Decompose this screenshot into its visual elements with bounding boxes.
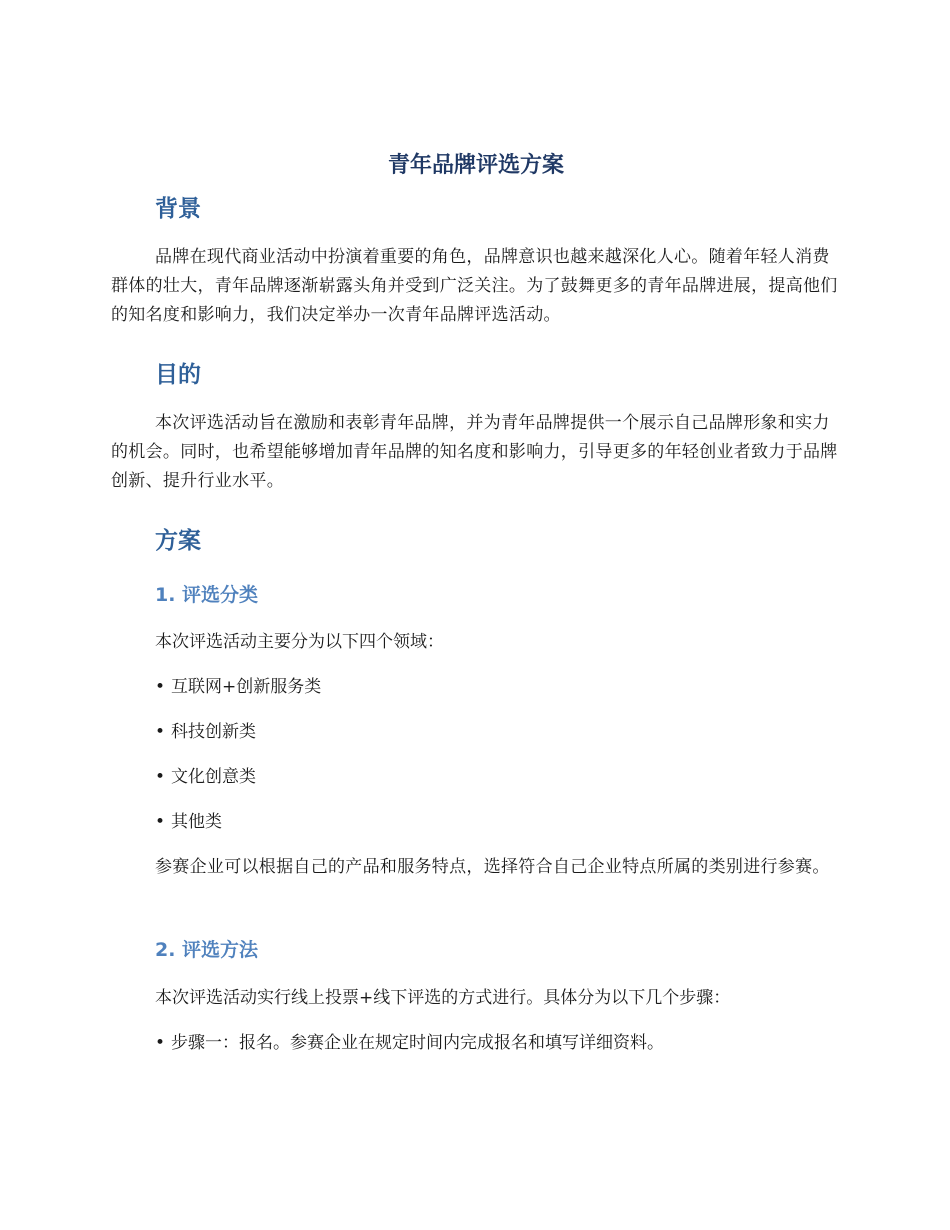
background-paragraph: 品牌在现代商业活动中扮演着重要的角色，品牌意识也越来越深化人心。随着年轻人消费群体的壮大，青年品牌逐渐崭露头角并受到广泛关注。为了鼓舞更多的青年品牌进展，提高他们的知名度和影响力，我们决定举办一次青年品牌评选活动。	[111, 247, 838, 325]
list-item-text: 互联网+创新服务类	[171, 677, 322, 697]
list-item	[155, 720, 256, 744]
document-title: 青年品牌评选方案	[387, 153, 564, 178]
list-item	[155, 675, 321, 699]
bullet-marker: •	[155, 1033, 166, 1053]
subsection-heading-method: 2. 评选方法	[155, 939, 259, 961]
subsection-heading-categories: 1. 评选分类	[155, 584, 259, 606]
bullet-marker: •	[155, 722, 166, 742]
list-item-text: 文化创意类	[171, 767, 257, 787]
purpose-paragraph: 本次评选活动旨在激励和表彰青年品牌，并为青年品牌提供一个展示自己品牌形象和实力的机会。同时，也希望能够增加青年品牌的知名度和影响力，引导更多的年轻创业者致力于品牌创新、提升行业水平。	[111, 413, 838, 491]
bullet-marker: •	[155, 767, 166, 787]
section-heading-plan: 方案	[155, 528, 201, 554]
list-item	[155, 810, 222, 834]
bullet-marker: •	[155, 812, 166, 832]
section-heading-purpose: 目的	[155, 362, 201, 388]
list-item-text: 科技创新类	[171, 722, 257, 742]
section-heading-background: 背景	[155, 196, 201, 222]
list-item-text: 其他类	[171, 812, 223, 832]
method-intro: 本次评选活动实行线上投票+线下评选的方式进行。具体分为以下几个步骤：	[155, 988, 731, 1008]
list-item-text: 步骤一：报名。参赛企业在规定时间内完成报名和填写详细资料。	[171, 1033, 665, 1053]
bullet-marker: •	[155, 677, 166, 697]
list-item	[155, 1031, 664, 1055]
categories-closing-paragraph: 参赛企业可以根据自己的产品和服务特点，选择符合自己企业特点所属的类别进行参赛。	[155, 857, 830, 877]
categories-intro: 本次评选活动主要分为以下四个领域：	[155, 632, 444, 652]
list-item	[155, 765, 256, 789]
